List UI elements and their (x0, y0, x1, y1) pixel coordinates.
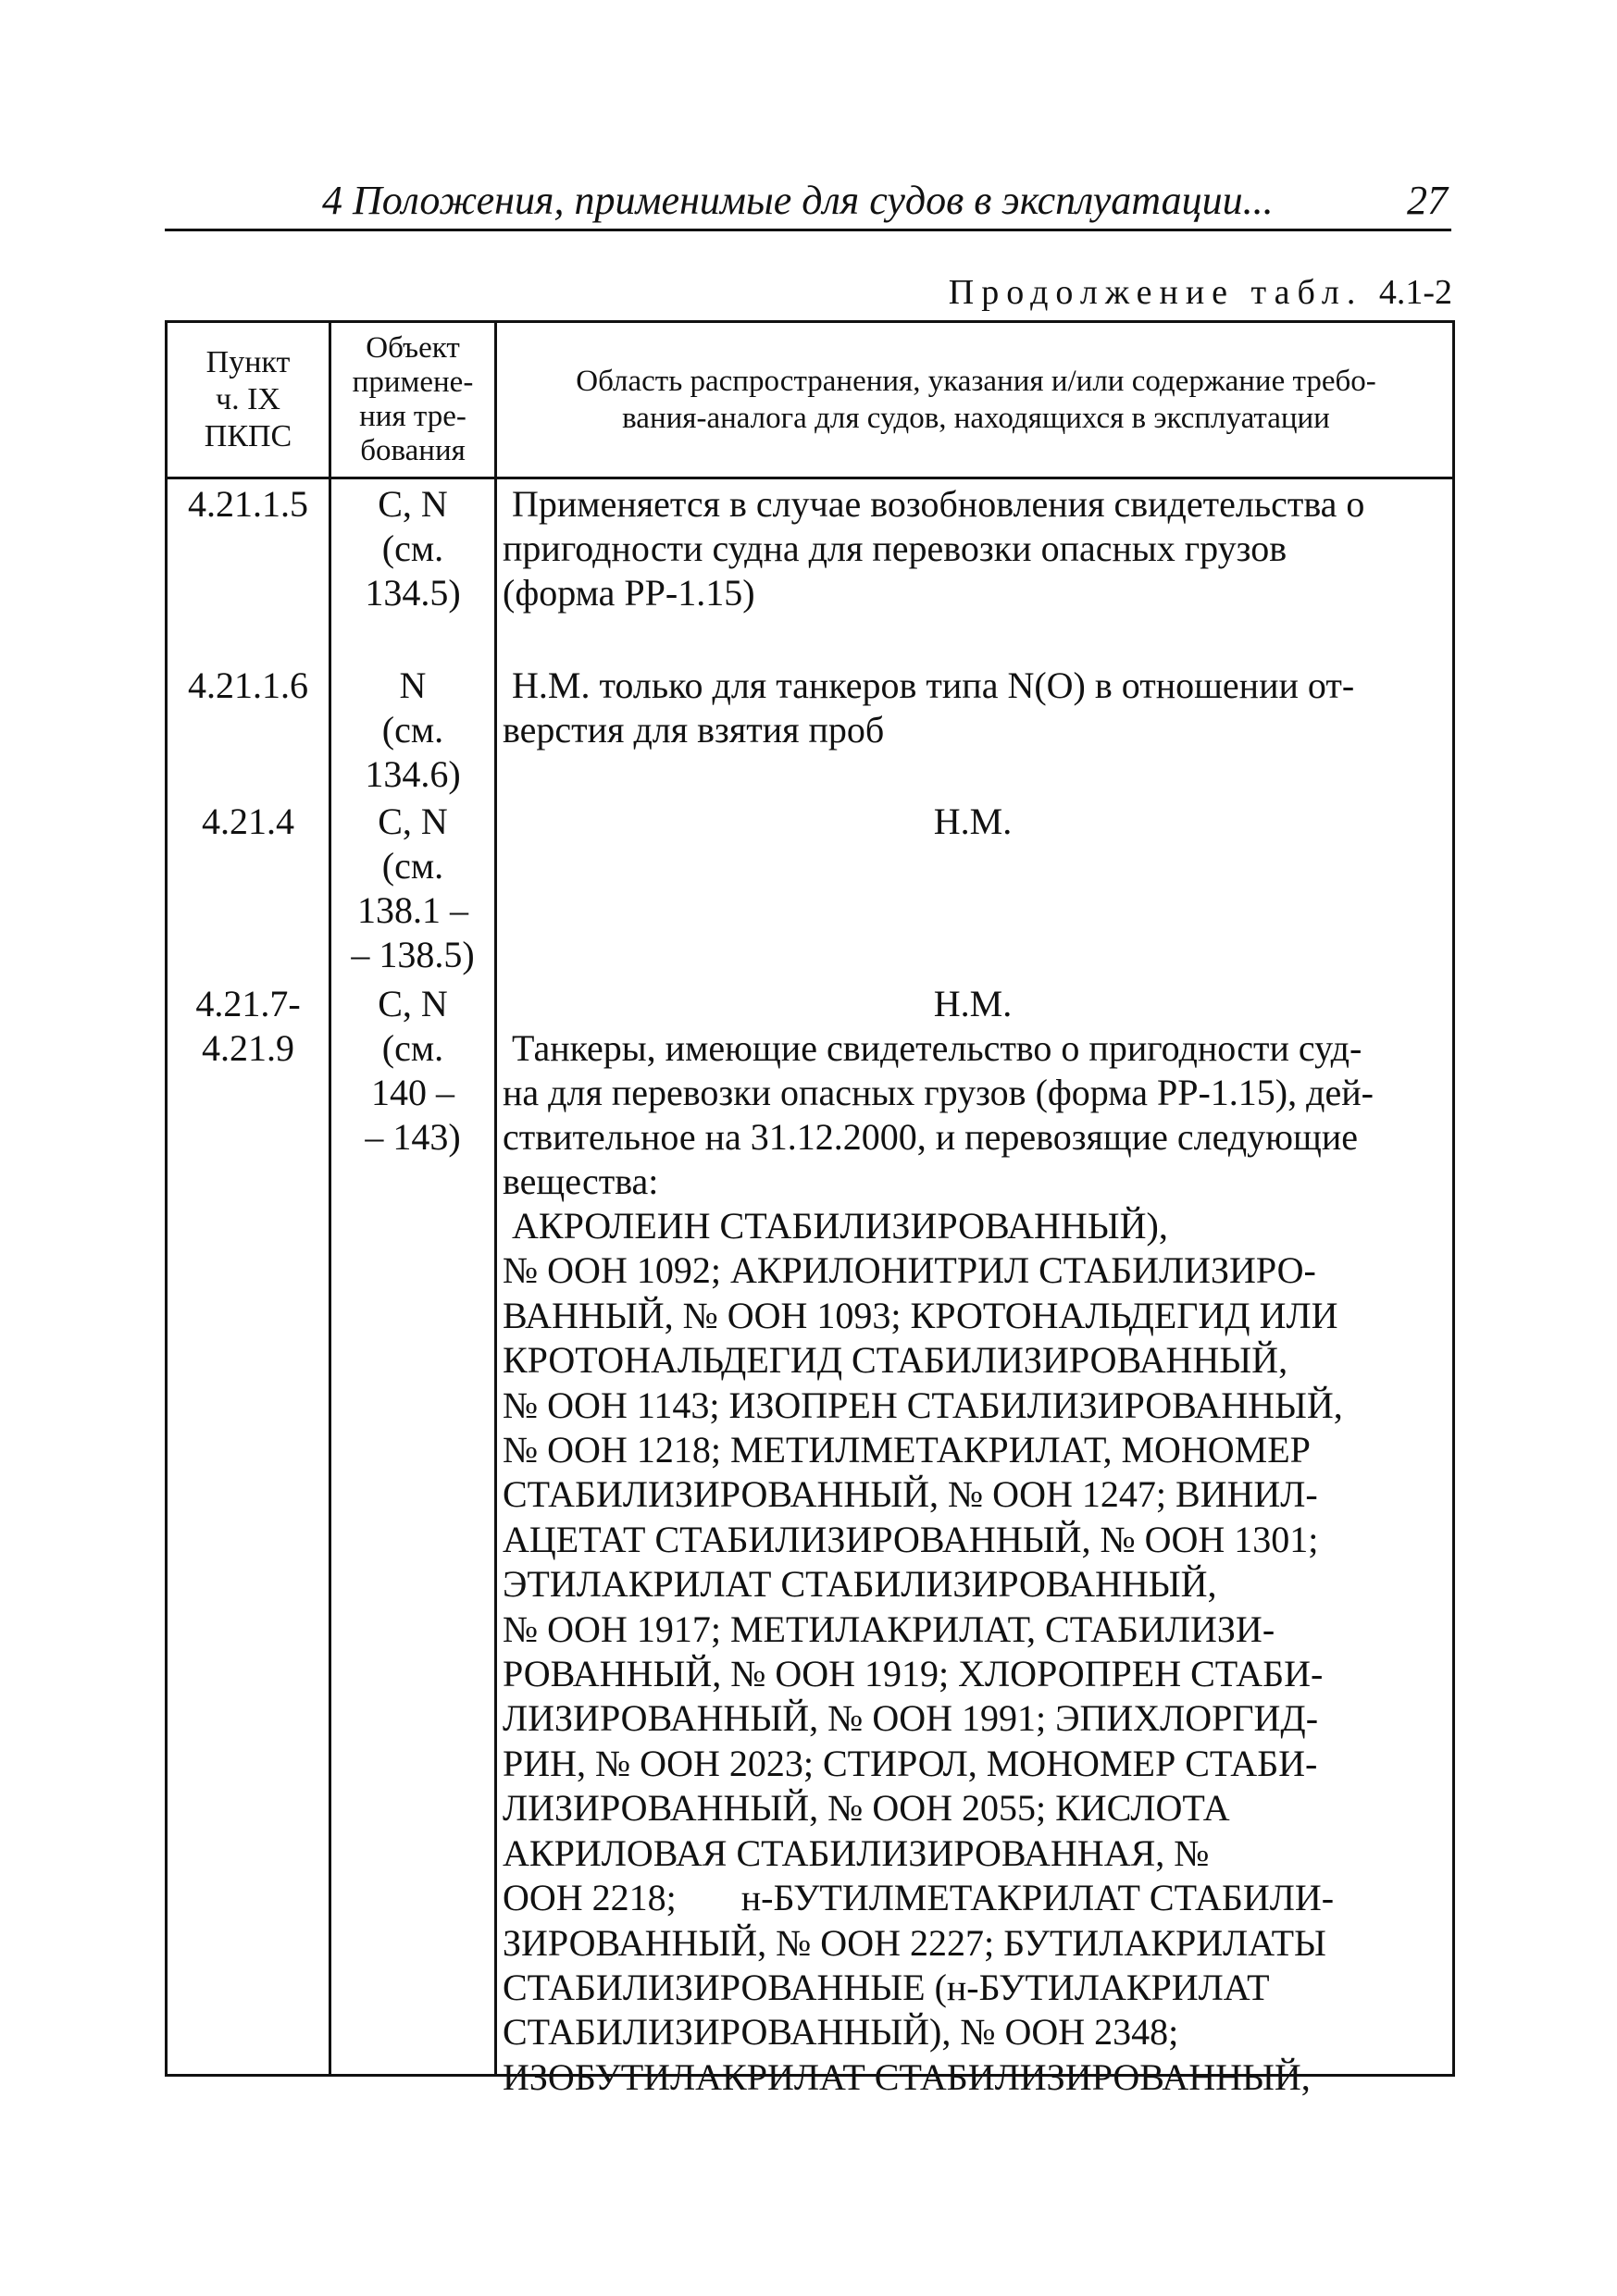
object-line: 134.6) (365, 753, 461, 795)
object-line: (см. (381, 845, 444, 887)
substance-line: № ООН 1218; МЕТИЛМЕТАКРИЛАТ, МОНОМЕР (503, 1429, 1311, 1471)
clause-line: 4.21.4 (202, 800, 294, 842)
object-line: (см. (381, 709, 444, 751)
scope-line: Танкеры, имеющие свидетельство о пригодности суд- (503, 1027, 1362, 1069)
object-line: 138.1 – (357, 889, 468, 931)
object-line: 134.5) (365, 572, 461, 614)
substance-line: АКРОЛЕИН СТАБИЛИЗИРОВАННЫЙ), (503, 1205, 1168, 1247)
substance-line: СТАБИЛИЗИРОВАННЫЕ (н-БУТИЛАКРИЛАТ (503, 1966, 1270, 2008)
substance-list (503, 1204, 1450, 2100)
substance-line: ЛИЗИРОВАННЫЙ, № ООН 1991; ЭПИХЛОРГИД- (503, 1697, 1319, 1740)
substance-line: АЦЕТАТ СТАБИЛИЗИРОВАННЫЙ, № ООН 1301; (503, 1518, 1319, 1560)
substance-line: № ООН 1143; ИЗОПРЕН СТАБИЛИЗИРОВАННЫЙ, (503, 1384, 1343, 1426)
substance-line: СТАБИЛИЗИРОВАННЫЙ, № ООН 1247; ВИНИЛ- (503, 1473, 1318, 1516)
running-head-title: 4 Положения, применимые для судов в эксплуатации... (322, 178, 1274, 223)
object-line: C, N (378, 800, 448, 842)
header-line: бования (360, 434, 466, 467)
header-line: ния тре- (359, 400, 466, 433)
scope-line: Н.М. (933, 800, 1013, 842)
running-head (165, 171, 1451, 231)
cell-object (331, 982, 494, 1160)
header-text (205, 344, 292, 455)
object-line: N (399, 664, 427, 706)
object-line: C, N (378, 983, 448, 1024)
clause-line: 4.21.1.6 (188, 664, 308, 706)
clause-line: 4.21.7- (195, 983, 301, 1024)
substance-line: ЗИРОВАННЫЙ, № ООН 2227; БУТИЛАКРИЛАТЫ (503, 1921, 1326, 1964)
cell-scope (503, 800, 1450, 844)
scope-line: Применяется в случае возобновления свидетельства о (503, 483, 1365, 525)
cell-scope (503, 982, 1450, 2100)
cell-scope (503, 664, 1450, 752)
scope-line: верстия для взятия проб (503, 709, 885, 751)
object-line: – 143) (365, 1116, 461, 1158)
object-line: (см. (381, 1027, 444, 1069)
substance-line: ЭТИЛАКРИЛАТ СТАБИЛИЗИРОВАННЫЙ, (503, 1563, 1217, 1606)
cell-object (331, 800, 494, 977)
header-clause (168, 323, 329, 477)
header-divider (168, 477, 1452, 479)
cell-clause (168, 664, 329, 708)
substance-line: ВАННЫЙ, № ООН 1093; КРОТОНАЛЬДЕГИД ИЛИ (503, 1294, 1338, 1336)
clause-line: 4.21.9 (202, 1027, 294, 1069)
scope-line: ствительное на 31.12.2000, и перевозящие следующие (503, 1116, 1359, 1158)
substance-line: № ООН 1917; МЕТИЛАКРИЛАТ, СТАБИЛИЗИ- (503, 1607, 1275, 1650)
substance-line: ЛИЗИРОВАННЫЙ, № ООН 2055; КИСЛОТА (503, 1787, 1230, 1830)
cell-object (331, 482, 494, 615)
object-line: 140 – (371, 1072, 454, 1113)
substance-line: АКРИЛОВАЯ СТАБИЛИЗИРОВАННАЯ, № (503, 1831, 1210, 1874)
cell-scope (503, 482, 1450, 615)
substance-line: ООН 2218; н-БУТИЛМЕТАКРИЛАТ СТАБИЛИ- (503, 1877, 1335, 1919)
header-text (353, 331, 474, 468)
object-line: C, N (378, 483, 448, 525)
continuation-table-number: 4.1-2 (1378, 273, 1452, 312)
continuation-label: Продолжение табл. (948, 273, 1363, 312)
header-line: Область распространения, указания и/или содержание требо- (576, 365, 1376, 398)
cell-clause (168, 482, 329, 527)
header-line: Объект (366, 331, 460, 365)
requirements-table (165, 320, 1455, 2098)
substance-line: ИЗОБУТИЛАКРИЛАТ СТАБИЛИЗИРОВАННЫЙ, (503, 2055, 1311, 2098)
page-number: 27 (1407, 178, 1448, 223)
header-scope (497, 323, 1455, 477)
object-line: (см. (381, 527, 444, 569)
scope-line: (форма РР-1.15) (503, 572, 755, 614)
table-continuation-caption (949, 272, 1452, 313)
header-line: вания-аналога для судов, находящихся в эксплуатации (622, 402, 1330, 435)
column-divider (494, 323, 497, 2074)
cell-object (331, 664, 494, 797)
scope-line: вещества: (503, 1160, 659, 1202)
substance-line: № ООН 1092; АКРИЛОНИТРИЛ СТАБИЛИЗИРО- (503, 1249, 1316, 1292)
scope-line: Н.М. (933, 983, 1013, 1024)
scope-line: на для перевозки опасных грузов (форма РР-1.15), дей- (503, 1072, 1374, 1113)
header-text (576, 363, 1376, 437)
header-line: примене- (352, 366, 474, 399)
substance-line: СТАБИЛИЗИРОВАННЫЙ), № ООН 2348; (503, 2011, 1179, 2054)
cell-clause (168, 800, 329, 844)
scope-line: пригодности судна для перевозки опасных грузов (503, 527, 1287, 569)
header-object (331, 323, 494, 477)
scope-line: Н.М. только для танкеров типа N(O) в отношении от- (503, 664, 1355, 706)
substance-line: РИН, № ООН 2023; СТИРОЛ, МОНОМЕР СТАБИ- (503, 1742, 1318, 1784)
header-line: ч. IX (216, 382, 280, 416)
object-line: – 138.5) (351, 934, 475, 975)
header-line: Пункт (205, 345, 291, 379)
substance-line: РОВАННЫЙ, № ООН 1919; ХЛОРОПРЕН СТАБИ- (503, 1653, 1324, 1695)
header-line: ПКПС (204, 419, 292, 453)
cell-clause (168, 982, 329, 1071)
clause-line: 4.21.1.5 (188, 483, 308, 525)
substance-line: КРОТОНАЛЬДЕГИД СТАБИЛИЗИРОВАННЫЙ, (503, 1339, 1288, 1382)
